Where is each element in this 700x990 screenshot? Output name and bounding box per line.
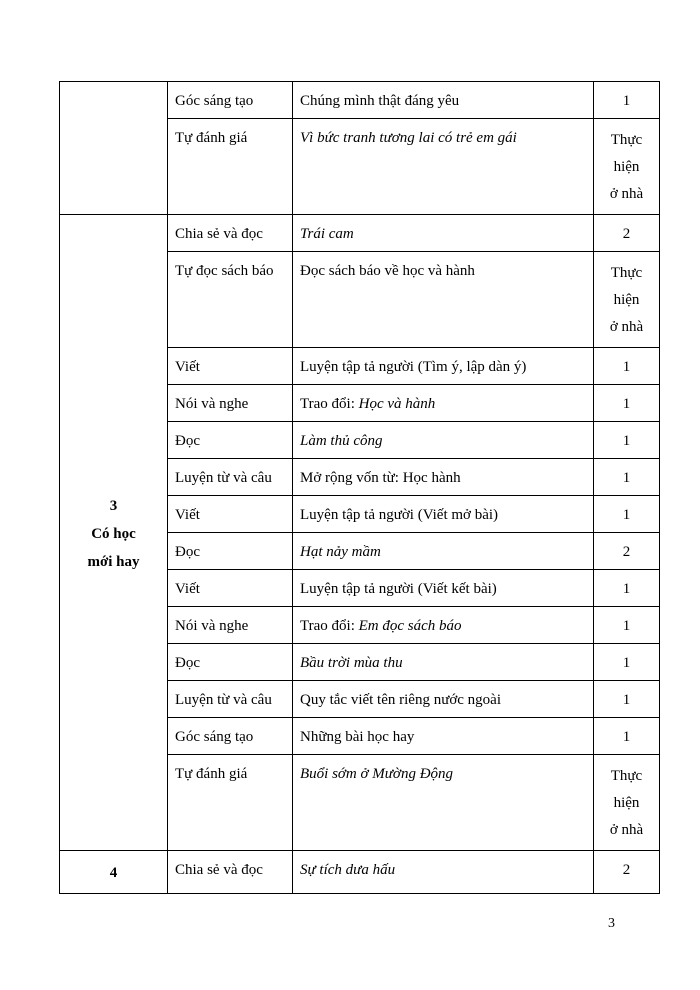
period-count-cell: Thực hiện ở nhà	[594, 252, 660, 348]
activity-cell: Góc sáng tạo	[168, 718, 293, 755]
lesson-cell: Hạt nảy mầm	[293, 533, 594, 570]
period-count-cell: 2	[594, 851, 660, 894]
lesson-cell: Quy tắc viết tên riêng nước ngoài	[293, 681, 594, 718]
activity-cell: Viết	[168, 570, 293, 607]
period-count-cell: Thực hiện ở nhà	[594, 755, 660, 851]
period-count-cell: 1	[594, 422, 660, 459]
period-count-cell: 1	[594, 385, 660, 422]
lesson-cell: Buổi sớm ở Mường Động	[293, 755, 594, 851]
period-count-cell: 2	[594, 533, 660, 570]
activity-cell: Viết	[168, 496, 293, 533]
activity-cell: Nói và nghe	[168, 607, 293, 644]
lesson-cell: Bầu trời mùa thu	[293, 644, 594, 681]
lesson-cell: Vì bức tranh tương lai có trẻ em gái	[293, 119, 594, 215]
activity-cell: Tự đánh giá	[168, 755, 293, 851]
period-count-cell: Thực hiện ở nhà	[594, 119, 660, 215]
activity-cell: Đọc	[168, 422, 293, 459]
lesson-cell: Luyện tập tả người (Tìm ý, lập dàn ý)	[293, 348, 594, 385]
lesson-cell: Trái cam	[293, 215, 594, 252]
activity-cell: Tự đánh giá	[168, 119, 293, 215]
activity-cell: Chia sẻ và đọc	[168, 851, 293, 894]
lesson-cell: Chúng mình thật đáng yêu	[293, 82, 594, 119]
lesson-cell: Làm thủ công	[293, 422, 594, 459]
lesson-cell: Trao đổi: Em đọc sách báo	[293, 607, 594, 644]
period-count-cell: 1	[594, 348, 660, 385]
page-number: 3	[608, 916, 615, 931]
period-count-cell: 1	[594, 570, 660, 607]
table-row	[60, 851, 660, 894]
activity-cell: Nói và nghe	[168, 385, 293, 422]
lesson-cell: Luyện tập tả người (Viết mở bài)	[293, 496, 594, 533]
activity-cell: Góc sáng tạo	[168, 82, 293, 119]
unit-cell-4	[60, 851, 168, 894]
activity-cell: Viết	[168, 348, 293, 385]
period-count-cell: 1	[594, 82, 660, 119]
unit-name: mới hay	[87, 553, 140, 570]
activity-cell: Chia sẻ và đọc	[168, 215, 293, 252]
period-count-cell: 1	[594, 459, 660, 496]
unit-number: 3	[109, 497, 118, 514]
period-count-cell: 2	[594, 215, 660, 252]
unit-name: Có học	[91, 525, 136, 542]
activity-cell: Luyện từ và câu	[168, 459, 293, 496]
lesson-plan-table	[59, 81, 660, 894]
lesson-cell: Sự tích dưa hấu	[293, 851, 594, 894]
lesson-cell: Đọc sách báo về học và hành	[293, 252, 594, 348]
period-count-cell: 1	[594, 644, 660, 681]
table-row	[60, 215, 660, 252]
unit-number: 4	[109, 865, 118, 881]
table-row	[60, 82, 660, 119]
period-count-cell: 1	[594, 496, 660, 533]
lesson-cell: Trao đổi: Học và hành	[293, 385, 594, 422]
activity-cell: Đọc	[168, 644, 293, 681]
unit-cell-3	[60, 215, 168, 851]
activity-cell: Đọc	[168, 533, 293, 570]
period-count-cell: 1	[594, 681, 660, 718]
lesson-cell: Luyện tập tả người (Viết kết bài)	[293, 570, 594, 607]
activity-cell: Tự đọc sách báo	[168, 252, 293, 348]
activity-cell: Luyện từ và câu	[168, 681, 293, 718]
period-count-cell: 1	[594, 718, 660, 755]
unit-cell-continued	[60, 82, 168, 215]
period-count-cell: 1	[594, 607, 660, 644]
lesson-cell: Những bài học hay	[293, 718, 594, 755]
lesson-cell: Mở rộng vốn từ: Học hành	[293, 459, 594, 496]
